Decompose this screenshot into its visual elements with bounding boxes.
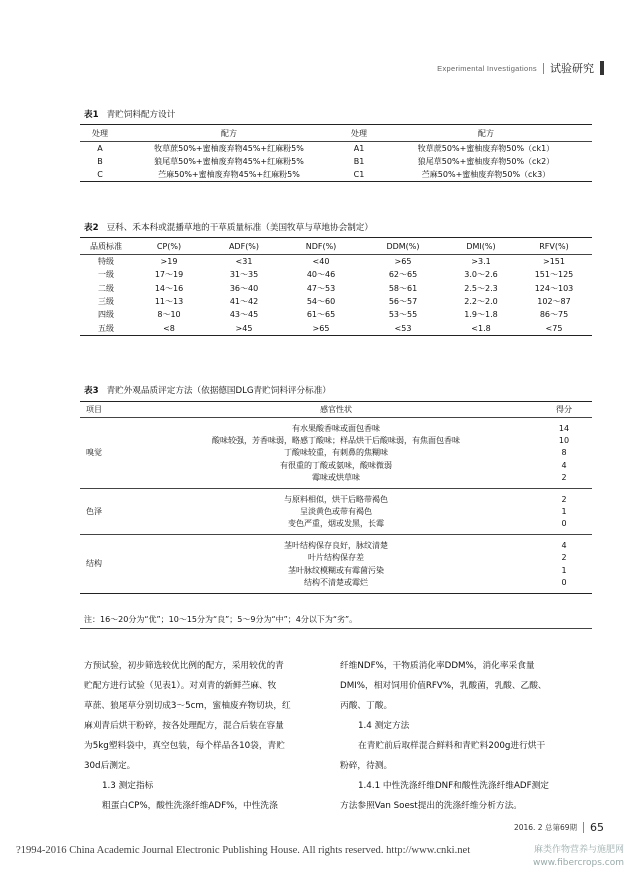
- table1-cell: A: [97, 144, 103, 153]
- table-row: [80, 422, 592, 434]
- subsection-heading: 1.4.1 中性洗涤纤维DNF和酸性洗涤纤维ADF测定: [358, 781, 549, 791]
- table1-title: 青贮饲料配方设计: [106, 110, 176, 120]
- table2-header: DDM(%): [386, 241, 420, 251]
- watermark-line: www.fibercrops.com: [533, 858, 624, 868]
- table1-cell: C1: [353, 170, 365, 179]
- body-column-right: [340, 656, 572, 816]
- table1-cell: 狼尾草50%+蜜柚废弃物45%+红麻粉5%: [154, 157, 304, 166]
- table2-cell: 17～19: [154, 270, 184, 280]
- table1-cell: 苎麻50%+蜜柚废弃物45%+红麻粉5%: [158, 170, 300, 179]
- table2-cell: 3.0～2.6: [464, 270, 498, 280]
- table-row: [80, 552, 592, 564]
- table2-cell: >65: [394, 257, 412, 267]
- table3-number: 表3: [84, 386, 99, 396]
- table2-cell: >151: [543, 257, 565, 267]
- table3-cell: 变色严重，烟或发黑，长霉: [288, 519, 384, 529]
- table3-score: 1: [561, 507, 567, 517]
- table2-cell: 53～55: [388, 310, 418, 320]
- table3-cell: 叶片结构保存差: [308, 553, 364, 563]
- table2-header: NDF(%): [305, 241, 337, 251]
- table3-score: 2: [561, 473, 567, 483]
- table2-title: 豆科、禾本科或混播草地的干草质量标准（美国牧草与草地协会制定）: [106, 223, 373, 233]
- body-line: DMI%，相对饲用价值RFV%，乳酸菌，乳酸、乙酸、: [340, 681, 547, 691]
- table2-cell: 61～65: [306, 310, 336, 320]
- table2-cell: <40: [312, 257, 330, 267]
- table2-cell: 11～13: [154, 297, 184, 307]
- table1-cell: 苎麻50%+蜜柚废弃物50%（ck3）: [421, 170, 551, 179]
- table2-cell: <75: [545, 323, 563, 333]
- table2-cell: <31: [235, 257, 253, 267]
- table-row: [80, 539, 592, 551]
- table-row: [80, 282, 592, 295]
- header-english: Experimental Investigations: [437, 63, 537, 73]
- table3-cell: 霉味或烘草味: [312, 473, 360, 483]
- running-header: [437, 60, 604, 76]
- table2-cell: >45: [235, 323, 253, 333]
- body-line: 草蔗、狼尾草分别切成3～5cm，蜜柚废弃物切块，红: [84, 701, 291, 711]
- page-footer: [514, 821, 604, 834]
- body-line: 在青贮前后取样混合鲜料和青贮料200g进行烘干: [358, 741, 546, 751]
- table1-cell: B1: [353, 157, 365, 166]
- table3-cell: 呈淡黄色或带有褐色: [300, 507, 372, 517]
- table3-cell: 结构不清楚或霉烂: [304, 577, 368, 587]
- table2-cell: 1.9～1.8: [464, 310, 498, 320]
- table1-caption: [84, 108, 175, 120]
- table3-header: 感官性状: [320, 405, 352, 414]
- page-number: 65: [590, 821, 604, 834]
- table2-header: CP(%): [156, 241, 182, 251]
- table2-cell: <1.8: [471, 323, 491, 333]
- table3-cell: 有水果酸香味或面包香味: [292, 423, 380, 433]
- table2-cell: >65: [312, 323, 330, 333]
- table2-cell: 特级: [98, 257, 114, 267]
- table2-cell: 2.2～2.0: [464, 297, 498, 307]
- table2-header: ADF(%): [228, 241, 260, 251]
- table3-item: 嗅觉: [86, 448, 102, 458]
- table3-caption: [84, 384, 331, 396]
- body-line: 30d后测定。: [84, 761, 136, 771]
- table2-cell: 14～16: [154, 283, 184, 293]
- table1-header: 处理: [351, 128, 367, 138]
- table1-header: 配方: [478, 128, 494, 138]
- table2-cell: 151～125: [534, 270, 574, 280]
- body-line: 纤维NDF%，干物质消化率DDM%，消化率采食量: [340, 661, 535, 671]
- table3-score: 10: [558, 436, 570, 446]
- table3-score: 2: [561, 553, 567, 563]
- body-line: 丙酸、丁酸。: [340, 701, 393, 711]
- table2-cell: 四级: [98, 310, 114, 320]
- table2-cell: 56～57: [388, 297, 418, 307]
- table3-item: 色泽: [86, 507, 102, 517]
- table-row: [80, 295, 592, 308]
- table1-cell: 牧草蔗50%+蜜柚废弃物50%（ck1）: [417, 144, 555, 153]
- table2-cell: 124～103: [534, 283, 574, 293]
- table2-cell: <8: [163, 323, 175, 333]
- table2-cell: >19: [160, 257, 178, 267]
- table1-cell: B: [97, 157, 103, 166]
- table2-cell: >3.1: [471, 257, 491, 267]
- table1: [80, 124, 592, 182]
- table3-score: 1: [561, 565, 567, 575]
- table-row: [80, 308, 592, 321]
- copyright-line: ?1994-2016 China Academic Journal Electronic Publishing House. All rights reserved. http://www.cnki.net: [16, 845, 471, 856]
- body-line: 方预试验，初步筛选较优比例的配方，采用较优的青: [84, 661, 284, 671]
- watermark: [533, 844, 624, 870]
- table2-cell: 36～40: [229, 283, 259, 293]
- table2-cell: 43～45: [229, 310, 259, 320]
- table-row: [80, 168, 592, 182]
- table3-header: 得分: [556, 405, 572, 414]
- table1-cell: 牧草蔗50%+蜜柚废弃物45%+红麻粉5%: [154, 144, 304, 153]
- table-row: [80, 434, 592, 446]
- table2-cell: 一级: [98, 270, 114, 280]
- table2-cell: 47～53: [306, 283, 336, 293]
- table2-cell: 54～60: [306, 297, 336, 307]
- table-row: [80, 142, 592, 156]
- table1-cell: C: [97, 170, 103, 179]
- table1-header: 配方: [221, 128, 237, 138]
- table3-score: 4: [561, 540, 567, 550]
- table1-cell: A1: [353, 144, 365, 153]
- table3-cell: 与原料相似，烘干后略带褐色: [284, 494, 388, 504]
- table2-caption: [84, 221, 373, 233]
- table2-cell: 8～10: [157, 310, 181, 320]
- table3-score: 0: [561, 577, 567, 587]
- table3-cell: 茎叶结构保存良好，脉纹清楚: [284, 540, 388, 550]
- body-line: 粗蛋白CP%，酸性洗涤纤维ADF%，中性洗涤: [102, 801, 278, 811]
- table2-cell: 62～65: [388, 270, 418, 280]
- header-divider: [543, 63, 544, 74]
- table2-cell: 86～75: [539, 310, 569, 320]
- table3-score: 0: [561, 519, 567, 529]
- table2-cell: 102～87: [537, 297, 571, 307]
- table2-cell: 五级: [98, 323, 114, 333]
- table2-cell: 三级: [98, 297, 114, 307]
- table1-number: 表1: [84, 110, 99, 120]
- table-row: [80, 155, 592, 168]
- table-row: [80, 268, 592, 281]
- header-chinese: 试验研究: [550, 62, 594, 75]
- table-row: [80, 321, 592, 335]
- table-row: [80, 459, 592, 471]
- table2-header: 品质标准: [90, 241, 122, 251]
- table2-cell: <53: [394, 323, 412, 333]
- table3-score: 4: [561, 460, 567, 470]
- table-row: [80, 505, 592, 517]
- table2-cell: 40～46: [306, 270, 336, 280]
- table3-cell: 茎叶脉纹模糊或有霉菌污染: [288, 565, 384, 575]
- note-divider: [80, 628, 592, 629]
- table3-score: 8: [561, 448, 567, 458]
- section-heading: 1.4 测定方法: [358, 721, 410, 731]
- body-line: 贮配方进行试验（见表1）。对刈青的新鲜苎麻、牧: [84, 681, 277, 691]
- body-line: 粉碎，待测。: [340, 761, 393, 771]
- table-row: [80, 564, 592, 576]
- table3-item: 结构: [86, 559, 102, 569]
- table-row: [80, 447, 592, 459]
- table2-cell: 2.5～2.3: [464, 283, 498, 293]
- table3-score: 2: [561, 494, 567, 504]
- table-row: [80, 472, 592, 484]
- table2-header: DMI(%): [466, 241, 496, 251]
- table3-header: 项目: [86, 405, 102, 414]
- table2-cell: 二级: [98, 283, 114, 293]
- table1-cell: 狼尾草50%+蜜柚废弃物50%（ck2）: [417, 157, 555, 166]
- body-line: 方法参照Van Soest提出的洗涤纤维分析方法。: [340, 801, 522, 811]
- watermark-line: 麻类作物营养与施肥网: [533, 845, 624, 855]
- issue-info: 2016. 2 总第69期: [513, 823, 577, 832]
- table3-cell: 丁酸味较重，有刺鼻的焦糊味: [284, 448, 388, 458]
- table3-cell: 有很重的丁酸或氨味，酸味微弱: [280, 460, 392, 470]
- body-column-left: [84, 656, 316, 816]
- table2-cell: 58～61: [388, 283, 418, 293]
- body-line: 为5kg塑料袋中，真空包装，每个样品各10袋，青贮: [84, 741, 285, 751]
- body-line: 麻刈青后烘干粉碎，按各处理配方，混合后装在容量: [84, 721, 284, 731]
- header-bar: [600, 61, 604, 75]
- table-row: [80, 518, 592, 530]
- section-heading: 1.3 测定指标: [102, 781, 154, 791]
- table-row: [80, 255, 592, 269]
- table2: [80, 237, 592, 336]
- table3: [80, 401, 592, 594]
- table-row: [80, 576, 592, 588]
- footer-divider: [583, 822, 584, 833]
- table3-score: 14: [558, 423, 570, 433]
- table3-title: 青贮外观品质评定方法（依据德国DLG青贮饲料评分标准）: [106, 386, 331, 396]
- table-row: [80, 493, 592, 505]
- table2-cell: 41～42: [229, 297, 259, 307]
- table3-note: 注：16～20分为“优”；10～15分为“良”；5～9分为“中”；4分以下为“劣”。: [84, 615, 358, 624]
- table2-cell: 31～35: [229, 270, 259, 280]
- table3-cell: 酸味较强，芳香味弱，略感丁酸味；样品烘干后酸味弱，有焦面包香味: [212, 436, 460, 446]
- table2-number: 表2: [84, 223, 99, 233]
- table1-header: 处理: [92, 128, 108, 138]
- table2-header: RFV(%): [539, 241, 569, 251]
